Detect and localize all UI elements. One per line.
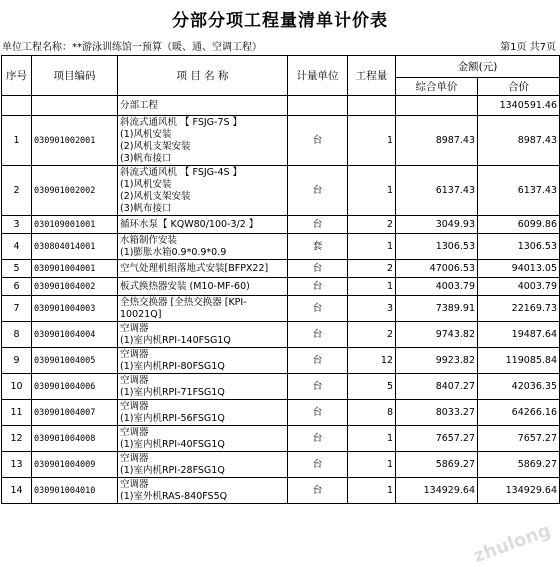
table-row [2,278,560,296]
row-seq: 3 [2,216,32,234]
section-name: 分部工程 [118,96,288,116]
row-name [118,116,288,166]
row-qty: 12 [348,348,396,374]
header-seq: 序号 [2,56,32,96]
row-unit: 台 [288,296,348,322]
row-unit-price: 7389.91 [396,296,478,322]
row-name [118,216,288,234]
row-unit-price: 47006.53 [396,260,478,278]
row-name [118,166,288,216]
row-name [118,478,288,504]
row-unit: 套 [288,234,348,260]
row-total: 7657.27 [478,426,560,452]
row-name [118,260,288,278]
table-row [2,260,560,278]
row-unit: 台 [288,322,348,348]
row-unit: 台 [288,426,348,452]
row-name-line: 空调器 [120,400,149,412]
row-seq: 13 [2,452,32,478]
row-name [118,234,288,260]
row-name-line: (1)室内机RPI-56FSG1Q [120,412,225,424]
row-unit: 台 [288,260,348,278]
row-qty: 5 [348,374,396,400]
row-total: 134929.64 [478,478,560,504]
row-total: 19487.64 [478,322,560,348]
row-unit-price: 134929.64 [396,478,478,504]
table-row [2,400,560,426]
row-total: 8987.43 [478,116,560,166]
row-code: 030901004007 [32,400,118,426]
page-title: 分部分项工程量清单计价表 [172,11,388,31]
row-name-line: 空调器 [120,374,149,386]
row-unit: 台 [288,452,348,478]
header-name: 项 目 名 称 [118,56,288,96]
row-qty: 3 [348,296,396,322]
section-total: 1340591.46 [478,96,560,116]
row-name-line: 板式换热器安装 (M10-MF-60) [120,280,250,292]
row-name-line: (2)风机支架安装 [120,140,191,152]
row-total: 42036.35 [478,374,560,400]
row-seq: 1 [2,116,32,166]
row-code: 030901004008 [32,426,118,452]
row-code: 030901004003 [32,296,118,322]
row-unit: 台 [288,216,348,234]
row-unit-price: 3049.93 [396,216,478,234]
row-unit-price: 9743.82 [396,322,478,348]
row-name-line: (1)室内机RPI-28FSG1Q [120,464,225,476]
table-row [2,322,560,348]
row-seq: 4 [2,234,32,260]
row-name-line: (1)膨胀水箱0.9*0.9*0.9 [120,246,227,258]
table-row [2,348,560,374]
row-qty: 1 [348,426,396,452]
row-name-line: (3)帆布接口 [120,152,172,164]
row-name-line: 全热交换器 [全热交换器 [KPI- [120,296,247,308]
row-name-line: 空调器 [120,322,149,334]
row-name-line: (1)室内机RPI-80FSG1Q [120,360,225,372]
row-code: 030901002001 [32,116,118,166]
row-name [118,452,288,478]
row-code: 030901004004 [32,322,118,348]
row-code: 030901002002 [32,166,118,216]
header-qty: 工程量 [348,56,396,96]
row-unit-price: 8033.27 [396,400,478,426]
row-total: 119085.84 [478,348,560,374]
row-total: 5869.27 [478,452,560,478]
header-unit-price: 综合单价 [396,78,478,96]
row-name-line: (1)风机安装 [120,178,172,190]
row-seq: 2 [2,166,32,216]
row-code: 030901004002 [32,278,118,296]
row-unit: 台 [288,278,348,296]
bill-table [1,55,560,504]
row-name-line: 空调器 [120,478,149,490]
row-seq: 7 [2,296,32,322]
row-name [118,322,288,348]
row-name-line: (1)风机安装 [120,128,172,140]
table-row [2,296,560,322]
row-name-line: (3)帆布接口 [120,202,172,214]
row-name-line: 水箱制作安装 [120,234,178,246]
page-info: 第1页 共7页 [500,42,556,53]
watermark: zhulong [470,519,554,567]
row-total: 64266.16 [478,400,560,426]
row-seq: 6 [2,278,32,296]
row-qty: 1 [348,166,396,216]
row-name-line: 斜流式通风机 【 FSJG-4S 】 [120,166,243,178]
row-code: 030901004006 [32,374,118,400]
row-unit: 台 [288,348,348,374]
row-unit-price: 6137.43 [396,166,478,216]
row-unit: 台 [288,400,348,426]
row-name-line: (1)室内机RPI-71FSG1Q [120,386,225,398]
row-seq: 14 [2,478,32,504]
row-name [118,278,288,296]
row-qty: 1 [348,116,396,166]
row-name-line: 空气处理机组落地式安装[BFPX22] [120,262,269,274]
table-row [2,478,560,504]
header-total: 合价 [478,78,560,96]
row-code: 030109001001 [32,216,118,234]
row-seq: 5 [2,260,32,278]
row-name-line: (1)室外机RAS-840FS5Q [120,490,228,502]
row-unit-price: 7657.27 [396,426,478,452]
row-total: 94013.05 [478,260,560,278]
row-unit: 台 [288,166,348,216]
row-total: 1306.53 [478,234,560,260]
table-row [2,166,560,216]
row-qty: 2 [348,216,396,234]
row-qty: 2 [348,322,396,348]
row-unit-price: 8987.43 [396,116,478,166]
row-name-line: (1)室内机RPI-140FSG1Q [120,334,231,346]
row-total: 22169.73 [478,296,560,322]
table-row [2,216,560,234]
row-qty: 1 [348,278,396,296]
table-row [2,374,560,400]
row-name [118,426,288,452]
row-seq: 9 [2,348,32,374]
row-code: 030901004009 [32,452,118,478]
row-name-line: 斜流式通风机 【 FSJG-7S 】 [120,116,243,128]
row-unit-price: 8407.27 [396,374,478,400]
row-name-line: (2)风机支架安装 [120,190,191,202]
section-row [2,96,560,116]
row-name-line: 循环水泵【 KQW80/100-3/2 】 [120,218,259,230]
row-total: 6137.43 [478,166,560,216]
row-unit-price: 5869.27 [396,452,478,478]
project-name: 单位工程名称：**游泳训练馆一预算（暖、通、空调工程） [2,42,262,53]
header-code: 项目编码 [32,56,118,96]
row-total: 6099.86 [478,216,560,234]
row-seq: 10 [2,374,32,400]
table-row [2,426,560,452]
row-name-line: 空调器 [120,426,149,438]
row-name-line: (1)室内机RPI-40FSG1Q [120,438,225,450]
row-code: 030804014001 [32,234,118,260]
row-name [118,296,288,322]
table-row [2,116,560,166]
header-unit: 计量单位 [288,56,348,96]
row-seq: 12 [2,426,32,452]
table-row [2,234,560,260]
row-name-line: 空调器 [120,452,149,464]
row-code: 030901004001 [32,260,118,278]
row-unit: 台 [288,478,348,504]
row-qty: 1 [348,478,396,504]
row-name-line: 空调器 [120,348,149,360]
row-code: 030901004005 [32,348,118,374]
row-qty: 1 [348,452,396,478]
row-unit-price: 9923.82 [396,348,478,374]
row-unit: 台 [288,374,348,400]
row-name [118,374,288,400]
row-name [118,348,288,374]
row-unit-price: 4003.79 [396,278,478,296]
table-row [2,452,560,478]
header-amount: 金额(元) [396,56,560,78]
row-qty: 8 [348,400,396,426]
row-qty: 2 [348,260,396,278]
row-seq: 11 [2,400,32,426]
row-total: 4003.79 [478,278,560,296]
row-unit-price: 1306.53 [396,234,478,260]
row-seq: 8 [2,322,32,348]
row-code: 030901004010 [32,478,118,504]
row-name [118,400,288,426]
row-unit: 台 [288,116,348,166]
row-qty: 1 [348,234,396,260]
row-name-line: 10021Q] [120,308,162,320]
